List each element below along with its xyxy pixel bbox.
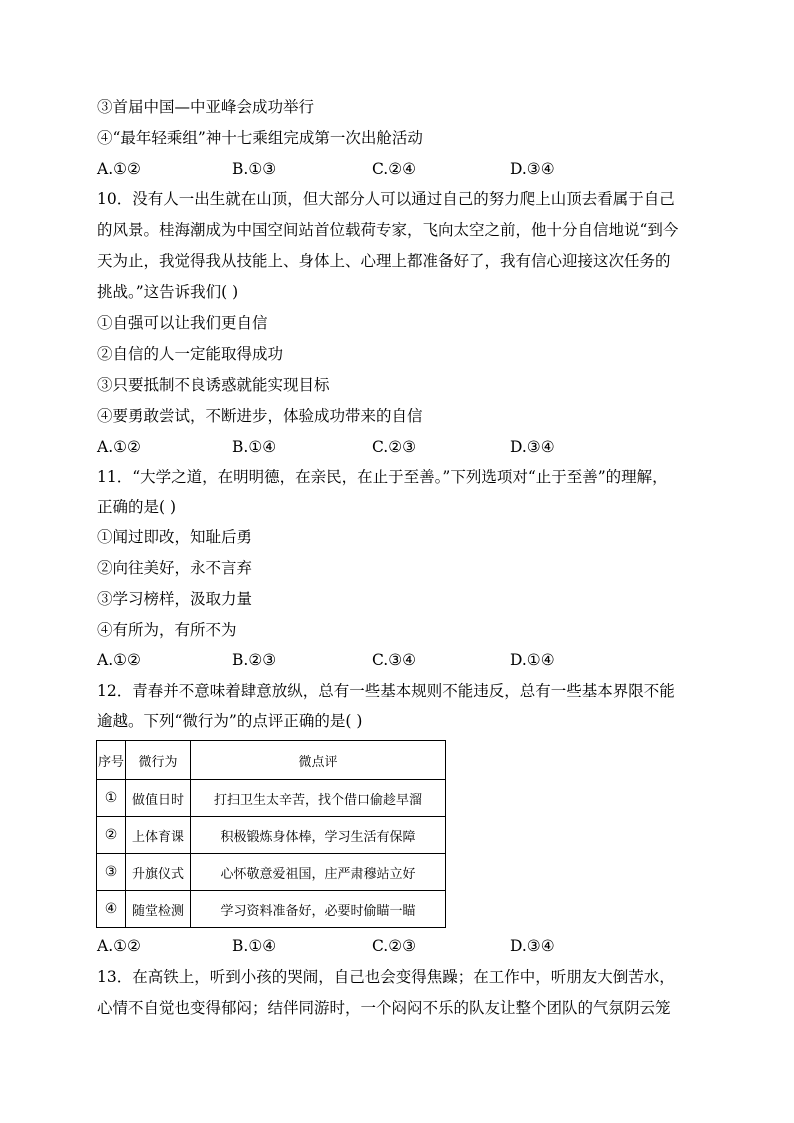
table-cell-number: ④ [97, 891, 126, 928]
q9-statement-3: ③首届中国—中亚峰会成功举行 [97, 98, 315, 116]
table-cell-comment: 心怀敬意爱祖国，庄严肃穆站立好 [191, 854, 446, 891]
q12-options [97, 936, 707, 956]
q11-stem-line-2: 正确的是( ) [97, 498, 177, 516]
table-row [97, 817, 446, 854]
table-cell-number: ① [97, 780, 126, 817]
table-cell-behavior: 做值日时 [126, 780, 191, 817]
q10-option-b: B.①④ [232, 438, 277, 456]
table-cell-comment: 学习资料准备好，必要时偷瞄一瞄 [191, 891, 446, 928]
q10-stem-line-3: 天为止，我觉得我从技能上、身体上、心理上都准备好了，我有信心迎接这次任务的 [97, 252, 671, 270]
q10-option-c: C.②③ [372, 438, 417, 456]
q12-option-a: A.①② [97, 937, 141, 955]
q12-option-c: C.②③ [372, 937, 417, 955]
q9-option-a: A.①② [97, 160, 141, 178]
table-cell-behavior: 升旗仪式 [126, 854, 191, 891]
q10-statement-3: ③只要抵制不良诱惑就能实现目标 [97, 376, 330, 394]
table-cell-comment: 打扫卫生太辛苦，找个借口偷趁早溜 [191, 780, 446, 817]
q12-option-d: D.③④ [510, 937, 555, 955]
q10-stem-line-1: 10．没有人一出生就在山顶，但大部分人可以通过自己的努力爬上山顶去看属于自己 [97, 190, 675, 208]
q10-statement-2: ②自信的人一定能取得成功 [97, 345, 284, 363]
q11-statement-1: ①闻过即改，知耻后勇 [97, 528, 253, 546]
q9-option-c: C.②④ [372, 160, 417, 178]
q13-stem-line-1: 13．在高铁上，听到小孩的哭闹，自己也会变得焦躁；在工作中，听朋友大倒苦水， [97, 968, 675, 986]
table-header-behavior: 微行为 [126, 741, 191, 780]
q10-options [97, 437, 707, 457]
table-cell-behavior: 上体育课 [126, 817, 191, 854]
q13-stem-line-2: 心情不自觉也变得郁闷；结伴同游时，一个闷闷不乐的队友让整个团队的气氛阴云笼 [97, 999, 671, 1017]
q11-statement-2: ②向往美好，永不言弃 [97, 559, 253, 577]
q12-stem-line-1: 12．青春并不意味着肆意放纵，总有一些基本规则不能违反，总有一些基本界限不能 [97, 682, 675, 700]
table-header-comment: 微点评 [191, 741, 446, 780]
q11-stem-line-1: 11．“大学之道，在明明德，在亲民，在止于至善。”下列选项对“止于至善”的理解， [97, 468, 668, 486]
table-cell-number: ③ [97, 854, 126, 891]
q11-options [97, 650, 707, 670]
q12-stem-line-2: 逾越。下列“微行为”的点评正确的是( ) [97, 712, 363, 730]
q9-options [97, 159, 707, 179]
q11-option-d: D.①④ [510, 651, 555, 669]
q9-statement-4: ④“最年轻乘组”神十七乘组完成第一次出舱活动 [97, 129, 423, 147]
q10-option-a: A.①② [97, 438, 141, 456]
table-cell-behavior: 随堂检测 [126, 891, 191, 928]
q11-statement-3: ③学习榜样，汲取力量 [97, 590, 253, 608]
q9-option-d: D.③④ [510, 160, 555, 178]
table-row [97, 854, 446, 891]
micro-behavior-table [96, 740, 446, 928]
q10-statement-4: ④要勇敢尝试，不断进步，体验成功带来的自信 [97, 407, 423, 425]
q12-option-b: B.①④ [232, 937, 277, 955]
table-cell-number: ② [97, 817, 126, 854]
table-row [97, 891, 446, 928]
q10-stem-line-2: 的风景。桂海潮成为中国空间站首位载荷专家，飞向太空之前，他十分自信地说“到今 [97, 221, 679, 239]
q11-statement-4: ④有所为，有所不为 [97, 621, 237, 639]
q11-option-c: C.③④ [372, 651, 417, 669]
q11-option-a: A.①② [97, 651, 141, 669]
q10-statement-1: ①自强可以让我们更自信 [97, 314, 268, 332]
q10-stem-line-4: 挑战。”这告诉我们( ) [97, 283, 239, 301]
table-cell-comment: 积极锻炼身体棒，学习生活有保障 [191, 817, 446, 854]
table-header-number: 序号 [97, 741, 126, 780]
q10-option-d: D.③④ [510, 438, 555, 456]
q9-option-b: B.①③ [232, 160, 277, 178]
table-row [97, 780, 446, 817]
table-header-row [97, 741, 446, 780]
q11-option-b: B.②③ [232, 651, 277, 669]
